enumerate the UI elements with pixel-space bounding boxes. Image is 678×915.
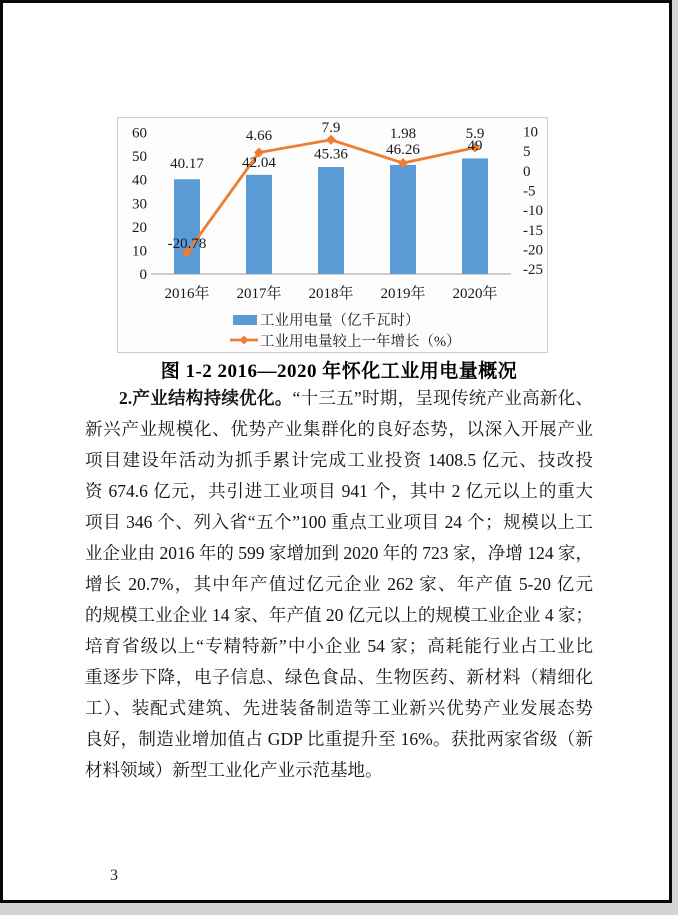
paragraph-line: 材料领域）新型工业化产业示范基地。 bbox=[85, 760, 383, 780]
left-axis-tick: 20 bbox=[132, 219, 147, 236]
legend-bar-label: 工业用电量（亿千瓦时） bbox=[260, 313, 420, 329]
paragraph-line: 2.产业结构持续优化。“十三五”时期，呈现传统产业高新化、 bbox=[119, 388, 593, 408]
right-axis-tick: 0 bbox=[523, 163, 531, 180]
line-value-label: 4.66 bbox=[245, 128, 273, 144]
bar-value-label: 45.36 bbox=[314, 146, 348, 163]
paragraph-line: 项目建设年活动为抓手累计完成工业投资 1408.5 亿元、技改投 bbox=[85, 450, 593, 470]
paragraph-line: 增长 20.7%，其中年产值过亿元企业 262 家、年产值 5-20 亿元 bbox=[85, 574, 593, 594]
right-axis-tick: 5 bbox=[523, 144, 531, 161]
right-axis-tick: -20 bbox=[523, 242, 543, 259]
left-axis-tick: 50 bbox=[132, 149, 147, 166]
paragraph-line: 工）、装配式建筑、先进装备制造等工业新兴优势产业发展态势 bbox=[85, 698, 593, 718]
bar-2016年 bbox=[174, 179, 200, 274]
left-axis-tick: 10 bbox=[132, 243, 147, 260]
paragraph-line: 重逐步下降，电子信息、绿色食品、生物医药、新材料（精细化 bbox=[85, 667, 593, 687]
right-axis-tick: -5 bbox=[523, 183, 536, 200]
line-value-label: -20.78 bbox=[167, 236, 207, 252]
bar-value-label: 40.17 bbox=[170, 156, 204, 172]
paragraph-line: 项目 346 个、列入省“五个”100 重点工业项目 24 个；规模以上工 bbox=[85, 512, 593, 532]
right-axis-tick: -10 bbox=[523, 203, 543, 220]
paragraph-line: 的规模工业企业 14 家、年产值 20 亿元以上的规模工业企业 4 家； bbox=[85, 605, 593, 625]
line-value-label: 1.98 bbox=[389, 126, 417, 142]
bar-value-label: 42.04 bbox=[242, 155, 276, 171]
paragraph-line: 资 674.6 亿元，共引进工业项目 941 个，其中 2 亿元以上的重大 bbox=[85, 481, 593, 501]
left-axis-tick: 30 bbox=[132, 196, 147, 213]
left-axis-tick: 40 bbox=[132, 172, 147, 189]
bar-value-label: 46.26 bbox=[386, 142, 420, 158]
bar-2017年 bbox=[246, 175, 272, 274]
category-label: 2016年 bbox=[164, 286, 210, 302]
legend-bar-swatch-icon bbox=[233, 315, 257, 325]
figure-image bbox=[117, 117, 548, 353]
category-label: 2018年 bbox=[308, 286, 354, 302]
left-axis-tick: 0 bbox=[139, 267, 147, 283]
figure-caption: 图 1-2 2016—2020 年怀化工业用电量概况 bbox=[160, 361, 518, 382]
category-label: 2020年 bbox=[452, 286, 498, 302]
right-axis-tick: -25 bbox=[523, 262, 543, 279]
paragraph-line: 培育省级以上“专精特新”中小企业 54 家；高耗能行业占工业比 bbox=[85, 636, 593, 656]
bar-2018年 bbox=[318, 167, 344, 274]
left-axis-tick: 60 bbox=[132, 125, 147, 142]
legend-line-marker-icon bbox=[240, 336, 249, 345]
line-marker-2018年 bbox=[326, 135, 336, 145]
line-value-label: 5.9 bbox=[465, 126, 485, 142]
body-paragraph bbox=[85, 383, 593, 786]
bar-value-label: 49 bbox=[467, 138, 483, 154]
electricity-usage-chart bbox=[118, 118, 547, 352]
paragraph-bold-lead: 2.产业结构持续优化。 bbox=[119, 388, 293, 408]
page-number: 3 bbox=[110, 867, 118, 884]
bar-2020年 bbox=[462, 158, 488, 274]
category-label: 2017年 bbox=[236, 286, 282, 302]
legend-line-label: 工业用电量较上一年增长（%） bbox=[260, 334, 461, 350]
paragraph-line: 业企业由 2016 年的 599 家增加到 2020 年的 723 家，净增 124 家， bbox=[85, 543, 593, 563]
category-label: 2019年 bbox=[380, 286, 426, 302]
paragraph-line: 新兴产业规模化、优势产业集群化的良好态势，以深入开展产业 bbox=[85, 419, 593, 439]
right-axis-tick: 10 bbox=[523, 124, 538, 141]
line-value-label: 7.9 bbox=[321, 120, 341, 136]
right-axis-tick: -15 bbox=[523, 222, 543, 239]
bar-2019年 bbox=[390, 165, 416, 274]
paragraph-line: 良好，制造业增加值占 GDP 比重提升至 16%。获批两家省级（新 bbox=[85, 729, 593, 749]
